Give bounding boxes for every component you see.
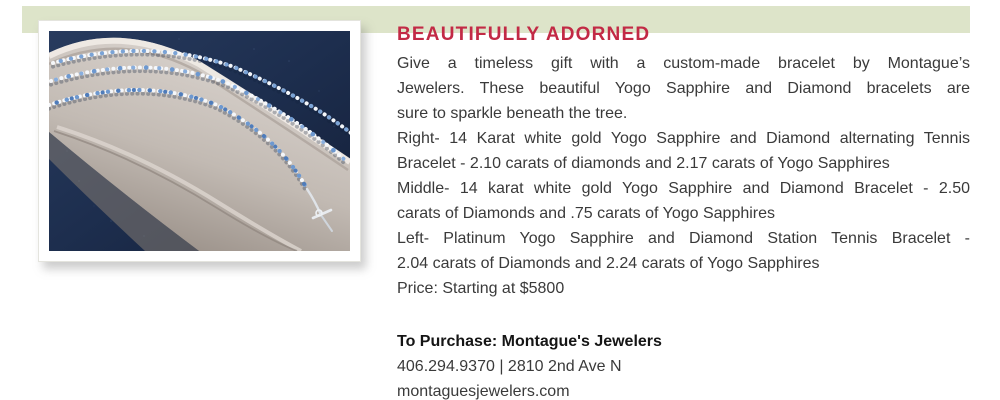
intro-line: Jewelers. These beautiful Yogo Sapphire and Diamond bracelets are	[397, 80, 970, 97]
detail-line-right-bracelet: Right- 14 Karat white gold Yogo Sapphire and Diamond alternating Tennis	[397, 130, 970, 147]
purchase-heading: To Purchase: Montague's Jewelers	[397, 333, 662, 350]
bracelet-photo	[49, 31, 350, 251]
detail-line-right-bracelet: Bracelet - 2.10 carats of diamonds and 2.17 carats of Yogo Sapphires	[397, 155, 890, 172]
bracelet-photo-frame	[38, 20, 361, 262]
intro-line: Give a timeless gift with a custom-made bracelet by Montague’s	[397, 55, 970, 72]
detail-line-middle-bracelet: carats of Diamonds and .75 carats of Yogo Sapphires	[397, 205, 776, 222]
article-title: BEAUTIFULLY ADORNED	[397, 24, 651, 45]
detail-line-left-bracelet: 2.04 carats of Diamonds and 2.24 carats of Yogo Sapphires	[397, 255, 820, 272]
detail-line-left-bracelet: Left- Platinum Yogo Sapphire and Diamond Station Tennis Bracelet -	[397, 230, 970, 247]
price-line: Price: Starting at $5800	[397, 280, 565, 297]
intro-line: sure to sparkle beneath the tree.	[397, 105, 628, 122]
purchase-phone-address: 406.294.9370 | 2810 2nd Ave N	[397, 358, 622, 375]
article-text	[397, 24, 970, 400]
purchase-website: montaguesjewelers.com	[397, 383, 570, 400]
detail-line-middle-bracelet: Middle- 14 karat white gold Yogo Sapphire and Diamond Bracelet - 2.50	[397, 180, 970, 197]
